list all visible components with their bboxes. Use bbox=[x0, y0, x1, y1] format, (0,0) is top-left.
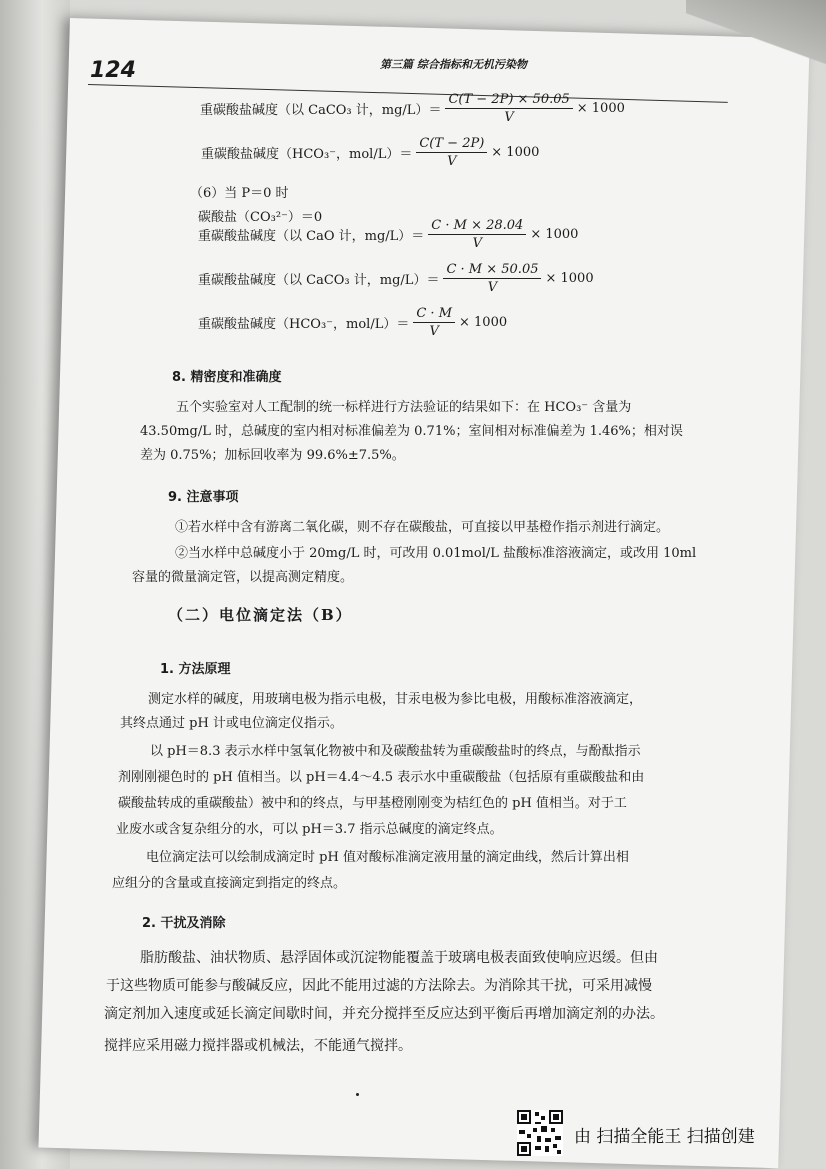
formula-tail: × 1000 bbox=[545, 271, 594, 286]
formula-label: 重碳酸盐碱度（以 CaCO₃ 计，mg/L）＝ bbox=[200, 103, 442, 118]
sub1-heading: 1. 方法原理 bbox=[160, 662, 231, 677]
section9-heading: 9. 注意事项 bbox=[168, 490, 239, 505]
sub1-line: 电位滴定法可以绘制成滴定时 pH 值对酸标准滴定液用量的滴定曲线，然后计算出相 bbox=[146, 850, 629, 865]
formula-numerator: C · M bbox=[413, 306, 455, 323]
formula-label: 重碳酸盐碱度（以 CaO 计，mg/L）＝ bbox=[198, 229, 425, 244]
formula-label: 重碳酸盐碱度（以 CaCO₃ 计，mg/L）＝ bbox=[198, 273, 440, 288]
formula-numerator: C · M × 28.04 bbox=[428, 218, 526, 235]
formula-label: 重碳酸盐碱度（HCO₃⁻，mol/L）＝ bbox=[198, 317, 410, 332]
formula-denominator: V bbox=[472, 236, 482, 251]
formula-hco3-p0 bbox=[198, 306, 507, 339]
formula-numerator: C · M × 50.05 bbox=[443, 262, 541, 279]
sub1-line: 剂刚刚褪色时的 pH 值相当。以 pH＝4.4～4.5 表示水中重碳酸盐（包括原有重碳酸盐和由 bbox=[118, 770, 645, 785]
section9-line: 容量的微量滴定管，以提高测定精度。 bbox=[132, 570, 354, 585]
sub1-line: 碳酸盐转成的重碳酸盐）被中和的终点，与甲基橙刚刚变为桔红色的 pH 值相当。对于工 bbox=[118, 796, 627, 811]
section8-line: 差为 0.75%；加标回收率为 99.6%±7.5%。 bbox=[140, 448, 405, 463]
formula-denominator: V bbox=[504, 110, 514, 125]
sub1-line: 业废水或含复杂组分的水，可以 pH＝3.7 指示总碱度的滴定终点。 bbox=[116, 822, 503, 837]
formula-denominator: V bbox=[447, 154, 457, 169]
formula-tail: × 1000 bbox=[530, 227, 579, 242]
formula-tail: × 1000 bbox=[491, 145, 540, 160]
sub1-line: 其终点通过 pH 计或电位滴定仪指示。 bbox=[120, 716, 343, 731]
formula-denominator: V bbox=[487, 280, 498, 295]
formula-cao bbox=[198, 218, 578, 251]
sub1-line: 测定水样的碱度，用玻璃电极为指示电极，甘汞电极为参比电极，用酸标准溶液滴定， bbox=[148, 692, 643, 707]
case6-title: （6）当 P＝0 时 bbox=[190, 186, 289, 201]
page-corner-shadow bbox=[686, 0, 826, 90]
page-number: 124 bbox=[90, 58, 136, 83]
sub2-heading: 2. 干扰及消除 bbox=[142, 916, 226, 931]
section8-heading: 8. 精密度和准确度 bbox=[172, 370, 282, 385]
scanner-watermark: 由 扫描全能王 扫描创建 bbox=[574, 1127, 755, 1147]
running-head: 第三篇 综合指标和无机污染物 bbox=[380, 58, 527, 71]
qr-code-icon bbox=[517, 1110, 563, 1156]
sub2-line: 搅拌应采用磁力搅拌器或机械法，不能通气搅拌。 bbox=[104, 1038, 412, 1054]
section9-line: ①若水样中含有游离二氧化碳，则不存在碳酸盐，可直接以甲基橙作指示剂进行滴定。 bbox=[175, 520, 670, 535]
formula-numerator: C(T − 2P) × 50.05 bbox=[445, 92, 572, 109]
case6-carbonate: 碳酸盐（CO₃²⁻）＝0 bbox=[198, 210, 323, 225]
sub2-line: 脂肪酸盐、油状物质、悬浮固体或沉淀物能覆盖于玻璃电极表面致使响应迟缓。但由 bbox=[140, 950, 658, 966]
section8-line: 五个实验室对人工配制的统一标样进行方法验证的结果如下：在 HCO₃⁻ 含量为 bbox=[176, 400, 632, 415]
formula-label: 重碳酸盐碱度（HCO₃⁻，mol/L）＝ bbox=[201, 147, 413, 162]
formula-caco3-p0 bbox=[198, 262, 594, 295]
section8-line: 43.50mg/L 时，总碱度的室内相对标准偏差为 0.71%；室间相对标准偏差为 1.46%；相对误 bbox=[140, 424, 683, 439]
section9-line: ②当水样中总碱度小于 20mg/L 时，可改用 0.01mol/L 盐酸标准溶液滴定，或改用 10ml bbox=[175, 546, 697, 561]
formula-caco3 bbox=[200, 92, 625, 125]
sub2-line: 于这些物质可能参与酸碱反应，因此不能用过滤的方法除去。为消除其干扰，可采用减慢 bbox=[106, 978, 652, 994]
formula-tail: × 1000 bbox=[459, 315, 508, 330]
stray-mark bbox=[356, 1093, 359, 1096]
sub1-line: 应组分的含量或直接滴定到指定的终点。 bbox=[112, 876, 347, 891]
sub2-line: 滴定剂加入速度或延长滴定间歇时间，并充分搅拌至反应达到平衡后再增加滴定剂的办法。 bbox=[104, 1006, 664, 1022]
formula-tail: × 1000 bbox=[576, 101, 625, 116]
formula-numerator: C(T − 2P) bbox=[416, 136, 487, 153]
formula-denominator: V bbox=[429, 324, 439, 339]
section-b-heading: （二）电位滴定法（B） bbox=[168, 606, 353, 624]
formula-hco3 bbox=[201, 136, 539, 169]
sub1-line: 以 pH＝8.3 表示水样中氢氧化物被中和及碳酸盐转为重碳酸盐时的终点，与酚酞指示 bbox=[150, 744, 641, 759]
